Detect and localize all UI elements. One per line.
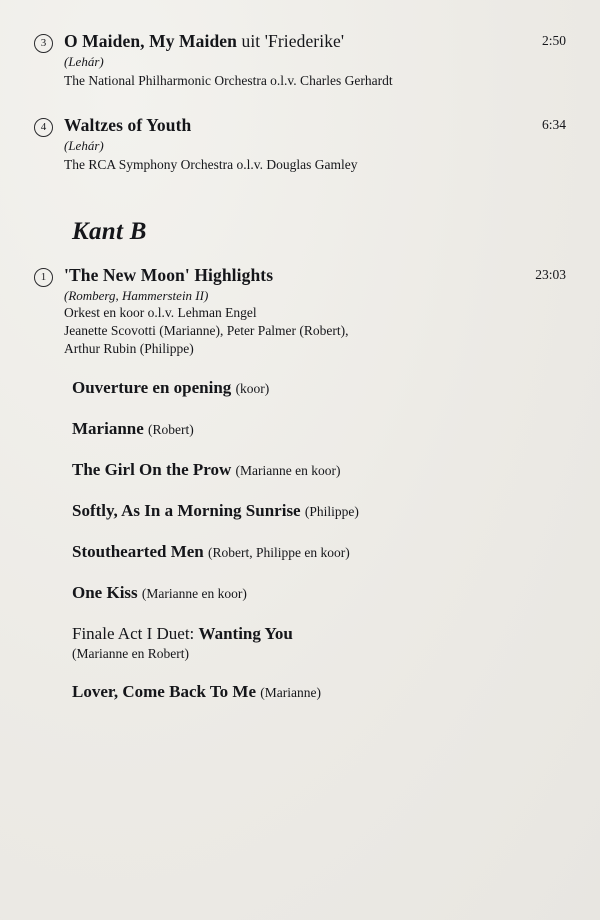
track-title-main: O Maiden, My Maiden	[64, 31, 238, 51]
medley-singer: (Philippe)	[304, 504, 359, 519]
track-number-circle: 1	[34, 268, 53, 287]
medley-item	[72, 680, 566, 704]
track-duration: 6:34	[541, 117, 566, 132]
medley-title: Lover, Come Back To Me	[72, 682, 257, 701]
track-duration: 2:50	[541, 33, 566, 48]
medley-item	[72, 540, 566, 564]
track-heading	[34, 114, 566, 174]
medley-title: The Girl On the Prow	[72, 460, 232, 479]
track-title-block	[64, 114, 566, 174]
track-title-block	[64, 264, 566, 358]
medley-singer: (Marianne en koor)	[141, 586, 247, 601]
track-number	[34, 264, 64, 286]
medley-title: Softly, As In a Morning Sunrise	[72, 501, 301, 520]
medley-singer: (Robert)	[148, 422, 194, 437]
medley-item	[72, 581, 566, 605]
medley-title: Ouverture en opening	[72, 378, 232, 397]
medley-title: Stouthearted Men	[72, 542, 204, 561]
track-number	[34, 114, 64, 136]
medley-item	[72, 376, 566, 400]
performer-line: Orkest en koor o.l.v. Lehman Engel	[64, 305, 257, 320]
medley-singer: (Robert, Philippe en koor)	[207, 545, 350, 560]
track-title-main: Waltzes of Youth	[64, 115, 192, 135]
medley-title: Wanting You	[198, 624, 293, 643]
medley-list	[72, 376, 566, 704]
track-number-circle: 3	[34, 34, 53, 53]
track-composer: (Lehár)	[64, 54, 104, 69]
track-performer: The National Philharmonic Orchestra o.l.v. Charles Gerhardt	[64, 73, 393, 88]
track-title: 'The New Moon' Highlights	[64, 265, 274, 285]
side-heading: Kant B	[72, 218, 147, 245]
medley-singer: (koor)	[235, 381, 270, 396]
track-title	[64, 30, 566, 52]
track-composer: (Lehár)	[64, 138, 104, 153]
track-number	[34, 30, 64, 52]
medley-item	[72, 622, 566, 663]
medley-item	[72, 458, 566, 482]
track-title	[64, 114, 566, 136]
track-duration: 23:03	[535, 267, 566, 282]
track-row	[34, 114, 566, 174]
track-row	[34, 264, 566, 358]
track-heading	[34, 264, 566, 358]
medley-prefix: Finale Act I Duet:	[72, 624, 199, 643]
track-performer: The RCA Symphony Orchestra o.l.v. Douglas Gamley	[64, 157, 358, 172]
track-number-circle: 4	[34, 118, 53, 137]
medley-item	[72, 499, 566, 523]
medley-item	[72, 417, 566, 441]
medley-title: Marianne	[72, 419, 144, 438]
track-heading	[34, 30, 566, 90]
medley-title: One Kiss	[72, 583, 138, 602]
performer-line: Arthur Rubin (Philippe)	[64, 341, 194, 356]
track-performers	[64, 304, 566, 358]
medley-singer: (Marianne en koor)	[235, 463, 341, 478]
performer-line: Jeanette Scovotti (Marianne), Peter Palmer (Robert),	[64, 323, 349, 338]
medley-singer: (Marianne)	[260, 685, 321, 700]
track-title-rest: uit 'Friederike'	[241, 31, 345, 51]
medley-subline: (Marianne en Robert)	[72, 646, 189, 661]
track-composer: (Romberg, Hammerstein II)	[64, 288, 209, 303]
track-title-block	[64, 30, 566, 90]
track-row	[34, 30, 566, 90]
